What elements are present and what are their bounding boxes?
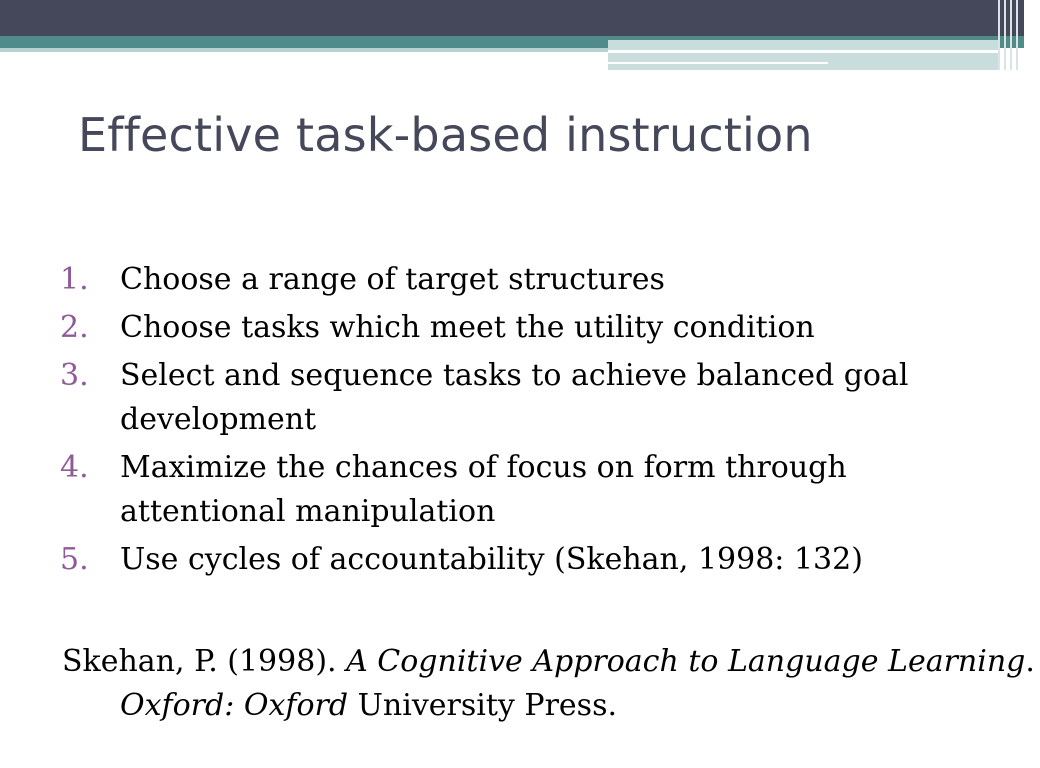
- reference-author-year: Skehan, P. (1998).: [62, 644, 347, 679]
- list-item: [40, 538, 980, 582]
- reference-separator: .: [1025, 644, 1035, 679]
- list-number: 2.: [60, 310, 89, 345]
- list-item-text: Select and sequence tasks to achieve balanced goal development: [120, 358, 909, 437]
- list-item-text: Use cycles of accountability (Skehan, 1998: 132): [120, 542, 863, 577]
- list-item: [40, 306, 980, 350]
- list-item: [40, 354, 980, 442]
- list-number: 3.: [60, 358, 89, 393]
- reference-book-title: A Cognitive Approach to Language Learning: [346, 644, 1026, 679]
- list-number: 5.: [60, 542, 89, 577]
- list-number: 1.: [60, 262, 89, 297]
- list-number: 4.: [60, 450, 89, 485]
- list-item-text: Choose a range of target structures: [120, 262, 665, 297]
- top-band-dark: [0, 0, 1024, 36]
- top-band-line: [608, 62, 828, 64]
- slide-title: Effective task-based instruction: [78, 108, 813, 162]
- list-item: [40, 446, 980, 534]
- list-item-text: Choose tasks which meet the utility condition: [120, 310, 815, 345]
- top-band-light: [0, 48, 608, 52]
- reference-place: Oxford: Oxford: [120, 688, 349, 723]
- top-band-block: [608, 40, 998, 70]
- numbered-list: [40, 258, 980, 586]
- list-item-text: Maximize the chances of focus on form through attentional manipulation: [120, 450, 847, 529]
- reference-publisher: University Press.: [348, 688, 618, 723]
- reference-citation: [62, 640, 1040, 728]
- top-band-line: [608, 50, 998, 53]
- list-item: [40, 258, 980, 302]
- corner-stripes: [994, 0, 1024, 70]
